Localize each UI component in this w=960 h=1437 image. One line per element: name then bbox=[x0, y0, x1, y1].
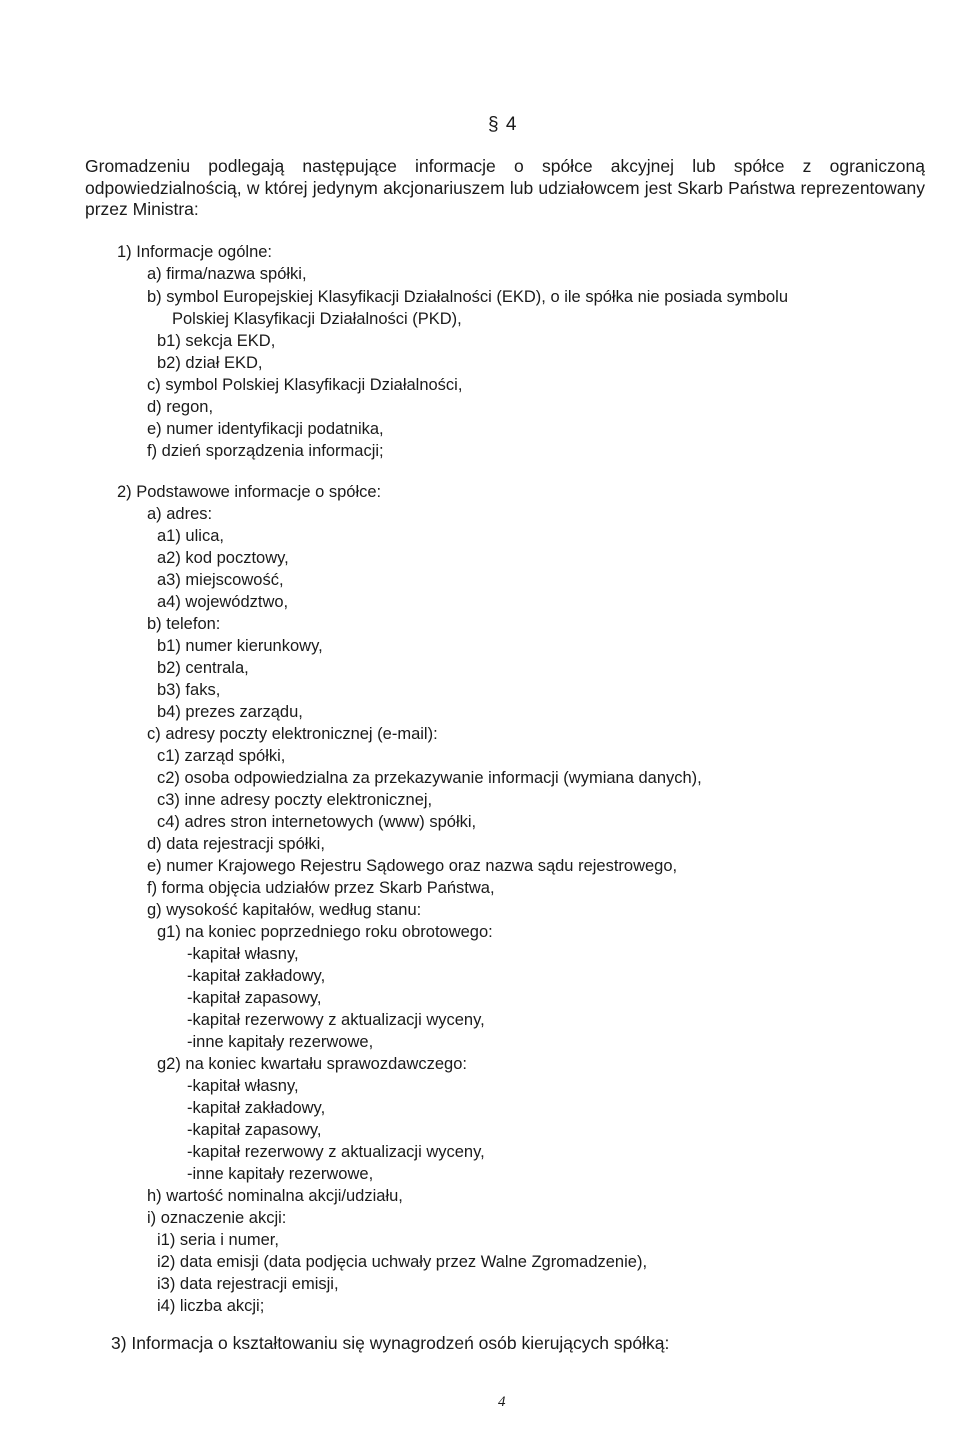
list-item-2d: d) data rejestracji spółki, bbox=[147, 835, 325, 853]
list-item-2g1: g1) na koniec poprzedniego roku obrotowego: bbox=[157, 923, 493, 941]
list-item-2f: f) forma objęcia udziałów przez Skarb Państwa, bbox=[147, 879, 495, 897]
list-item-3: 3) Informacja o kształtowaniu się wynagrodzeń osób kierujących spółką: bbox=[111, 1333, 670, 1353]
list-item-2c1: c1) zarząd spółki, bbox=[157, 747, 286, 765]
list-item-2e: e) numer Krajowego Rejestru Sądowego oraz nazwa sądu rejestrowego, bbox=[147, 857, 678, 875]
list-item-2b3: b3) faks, bbox=[157, 681, 221, 699]
page-number: 4 bbox=[498, 1394, 506, 1410]
list-item-2c: c) adresy poczty elektronicznej (e-mail): bbox=[147, 725, 438, 743]
list-item-2h: h) wartość nominalna akcji/udziału, bbox=[147, 1187, 403, 1205]
list-item-2g2-ikr: -inne kapitały rezerwowe, bbox=[187, 1165, 374, 1183]
list-item-2i4: i4) liczba akcji; bbox=[157, 1297, 265, 1315]
list-item-2i1: i1) seria i numer, bbox=[157, 1231, 279, 1249]
list-item-1b1: b1) sekcja EKD, bbox=[157, 332, 276, 350]
list-item-2a2: a2) kod pocztowy, bbox=[157, 549, 289, 567]
list-item-2: 2) Podstawowe informacje o spółce: bbox=[117, 483, 382, 501]
list-item-2g2-kr: -kapitał rezerwowy z aktualizacji wyceny, bbox=[187, 1143, 485, 1161]
list-item-2g1-kz: -kapitał zakładowy, bbox=[187, 967, 326, 985]
list-item-2i2: i2) data emisji (data podjęcia uchwały przez Walne Zgromadzenie), bbox=[157, 1253, 648, 1271]
list-item-1b-cont: Polskiej Klasyfikacji Działalności (PKD), bbox=[172, 310, 462, 328]
intro-paragraph: Gromadzeniu podlegają następujące informacje o spółce akcyjnej lub spółce z ograniczoną odpowiedzialnością, w której jedynym akcjonariuszem lub udziałowcem jest Skarb Państwa reprezentowany przez Ministra: bbox=[85, 156, 925, 219]
list-item-1b: b) symbol Europejskiej Klasyfikacji Działalności (EKD), o ile spółka nie posiada symbolu bbox=[147, 288, 789, 306]
list-item-1d: d) regon, bbox=[147, 398, 214, 416]
list-item-1f: f) dzień sporządzenia informacji; bbox=[147, 442, 384, 460]
list-item-2i: i) oznaczenie akcji: bbox=[147, 1209, 287, 1227]
list-item-1b2: b2) dział EKD, bbox=[157, 354, 263, 372]
list-item-2b1: b1) numer kierunkowy, bbox=[157, 637, 323, 655]
list-item-2b4: b4) prezes zarządu, bbox=[157, 703, 303, 721]
list-item-2g1-ikr: -inne kapitały rezerwowe, bbox=[187, 1033, 374, 1051]
list-item-2b: b) telefon: bbox=[147, 615, 221, 633]
list-item-1: 1) Informacje ogólne: bbox=[117, 243, 273, 261]
list-item-1c: c) symbol Polskiej Klasyfikacji Działalności, bbox=[147, 376, 463, 394]
list-item-2a4: a4) województwo, bbox=[157, 593, 289, 611]
list-item-2g: g) wysokość kapitałów, według stanu: bbox=[147, 901, 422, 919]
list-item-2a3: a3) miejscowość, bbox=[157, 571, 284, 589]
list-item-2g2-kzap: -kapitał zapasowy, bbox=[187, 1121, 322, 1139]
list-item-1a: a) firma/nazwa spółki, bbox=[147, 265, 307, 283]
list-item-2b2: b2) centrala, bbox=[157, 659, 249, 677]
list-item-2g2-kz: -kapitał zakładowy, bbox=[187, 1099, 326, 1117]
list-item-2c3: c3) inne adresy poczty elektronicznej, bbox=[157, 791, 433, 809]
list-item-2g1-kzap: -kapitał zapasowy, bbox=[187, 989, 322, 1007]
list-item-2g2-kw: -kapitał własny, bbox=[187, 1077, 299, 1095]
list-item-2g2: g2) na koniec kwartału sprawozdawczego: bbox=[157, 1055, 467, 1073]
section-heading: § 4 bbox=[488, 114, 518, 135]
list-item-2a1: a1) ulica, bbox=[157, 527, 224, 545]
list-item-2g1-kw: -kapitał własny, bbox=[187, 945, 299, 963]
list-item-2a: a) adres: bbox=[147, 505, 213, 523]
list-item-2c4: c4) adres stron internetowych (www) spółki, bbox=[157, 813, 477, 831]
list-item-1e: e) numer identyfikacji podatnika, bbox=[147, 420, 384, 438]
list-item-2g1-kr: -kapitał rezerwowy z aktualizacji wyceny, bbox=[187, 1011, 485, 1029]
list-item-2c2: c2) osoba odpowiedzialna za przekazywanie informacji (wymiana danych), bbox=[157, 769, 702, 787]
list-item-2i3: i3) data rejestracji emisji, bbox=[157, 1275, 339, 1293]
